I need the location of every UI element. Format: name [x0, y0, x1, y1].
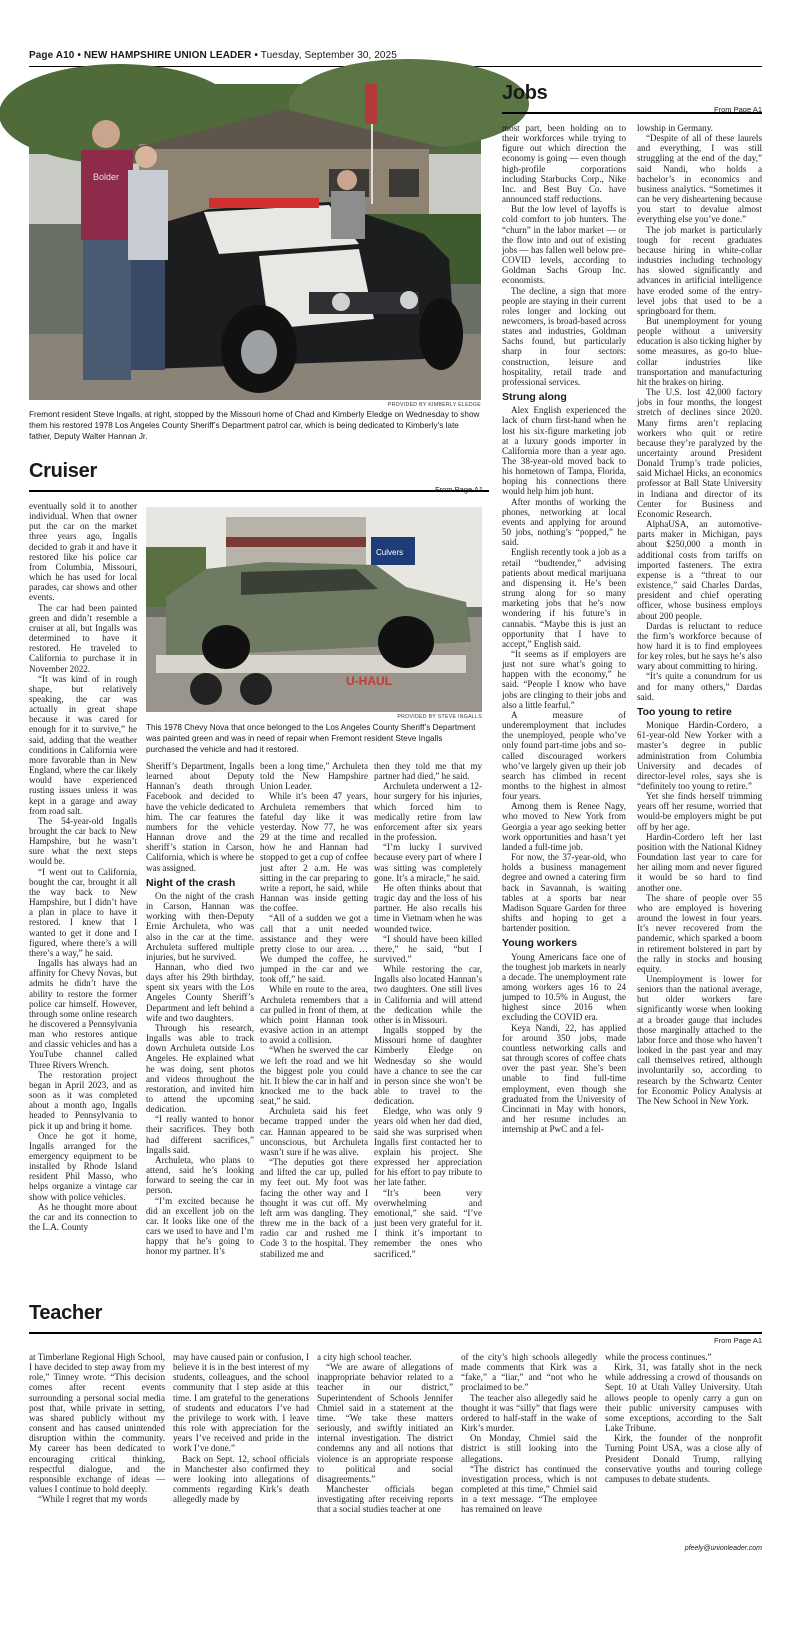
paragraph: Keya Nandi, 22, has applied for around 350 jobs, made countless networking calls and sat through scores of coffee chats over the past year. She’s been unable to find full-time employment, even though she graduated from the University of Cincinnati in May with honors, and her resume includes an internship at PwC and a fel-: [502, 1022, 626, 1135]
paragraph: The U.S. lost 42,000 factory jobs in four months, the longest stretch of declines since 2020. Many firms aren’t replacing workers who quit or retire because they’re paralyzed by the uncertainty around President Donald Trump’s trade policies, said Michael Hicks, an economics professor at Ball State University in Indiana and director of its Center for Business and Economic Research.: [637, 387, 762, 519]
paragraph: then they told me that my partner had died,” he said.: [374, 761, 482, 782]
paragraph: But the low level of layoffs is cold comfort to job hunters. The “churn” in the labor market — or the flow into and out of existing jobs — has fallen well below pre-COVID levels, according to Goldman Sachs Group Inc. economists.: [502, 204, 626, 286]
paragraph: AlphaUSA, an automotive-parts maker in Michigan, pays about $250,000 a month in additional costs from tariffs on imported fasteners. The extra expense is a “threat to our existence,” said Charles Dardas, president and chief operating officer, whose business employs about 200 people.: [637, 519, 762, 621]
paragraph: lowship in Germany.: [637, 123, 713, 133]
nova-wheel: [378, 616, 434, 668]
paragraph: Hannan, who died two days after his 29th birthday, spent six years with the Los Angeles County Sheriff’s Department and left behind a wife and two daughters.: [146, 961, 254, 1023]
paragraph: Through his research, Ingalls was able to track down Archuleta outside Los Angeles. He explained what he was doing, sent photos and videos throughout the restoration, and invited him to attend the upcoming dedication.: [146, 1022, 254, 1115]
person-blouse: [128, 170, 168, 260]
person-jeans: [131, 260, 165, 370]
cruiser-col-3: [260, 761, 368, 1259]
photo1-window: [389, 169, 419, 197]
teacher-rule: [29, 1332, 762, 1334]
paragraph: most part, been holding on to their workforces while trying to figure out which direction the economy is going — even though high-profile corporations including Starbucks Corp., Nike Inc. and Best Buy Co. have announced staff reductions.: [502, 123, 626, 205]
paragraph: “It’s quite a conundrum for us and for many others,” Dardas said.: [637, 671, 762, 702]
person-head: [92, 120, 120, 148]
paragraph: Archuleta said his feet became trapped under the car. Hannan appeared to be unconscious, but Archuleta wasn’t sure if he was alive.: [260, 1106, 368, 1157]
subheading: Young workers: [502, 937, 578, 950]
teacher-headline: Teacher: [29, 1302, 103, 1324]
cruiser-col-1: [29, 501, 137, 1233]
paragraph: Once he got it home, Ingalls arranged for the emergency equipment to be installed by Rhode Island resident Phil Masso, who helps organize a vintage car show with police vehicles.: [29, 1130, 137, 1202]
cruiser-col-4: [374, 761, 482, 1259]
paragraph: Archuleta underwent a 12-hour surgery for his injuries, which forced him to medically retire from law enforcement after six years in the profession.: [374, 781, 482, 843]
person-shirt: [81, 150, 133, 240]
trailer-wheel: [190, 673, 222, 705]
jobs-col-2: [637, 123, 763, 1106]
paragraph: may have caused pain or confusion, I believe it is in the best interest of my students, colleagues, and the school community that I step aside at this time. I am grateful to the generations of students and educators I’ve had the privilege to work with. I leave this role with appreciation for the years I’ve received and pride in the work I’ve done.”: [173, 1352, 309, 1454]
culvers-sign-text: Culvers: [376, 548, 404, 557]
person-head: [337, 170, 357, 190]
paragraph: A measure of underemployment that includes the unemployed, people who’ve only found part-time jobs and so-called discouraged workers who’ve largely given up their job search has climbed in recent months to the highest in almost four years.: [502, 709, 626, 802]
subheading: Too young to retire: [637, 705, 732, 718]
trailer-wheel: [240, 673, 272, 705]
paragraph: “It’s been very overwhelming and emotional,” she said. “I’ve just been very grateful for it. I think it’s important to remember the ones who sacrificed.”: [374, 1187, 482, 1259]
paragraph: The restoration project began in April 2023, and as soon as it was completed about a month ago, Ingalls headed to Pennsylvania to pick it up and bring it home.: [29, 1069, 137, 1131]
paragraph: Kirk, 31, was fatally shot in the neck while addressing a crowd of thousands on Sept. 10 at Utah Valley University. Utah allows people to openly carry a gun on their public university campuses with some exceptions, according to the Salt Lake Tribune.: [605, 1362, 762, 1434]
photo2-building-band: [226, 537, 366, 547]
photo1-caption: Fremont resident Steve Ingalls, at right, stopped by the Missouri home of Chad and Kimberly Eledge on Wednesday to show them his restored 1978 Los Angeles County Sheriff’s Department patrol car, which is being dedicated to Kimberly’s late father, Deputy Walter Hannan Jr.: [29, 410, 480, 441]
paragraph: The 54-year-old Ingalls brought the car back to New Hampshire, but he wasn’t sure what the next steps would be.: [29, 815, 137, 867]
paragraph: Sheriff’s Department, Ingalls learned about Deputy Hannan’s death through Facebook and decided to have the vehicle dedicated to him. The car features the numbers for the vehicle Hannan drove and the sheriff’s station in Carson, California, which is where he was assigned.: [146, 761, 254, 873]
teacher-col-2: [173, 1352, 309, 1562]
cruiser-col-2: [146, 761, 254, 1257]
paragraph: “We are aware of allegations of inappropriate behavior related to a teacher in our district,” Superintendent of Schools Jennifer Chmiel said in a statement at the time. “We take these matters seriously, and swiftly initiated an internal investigation. The district condemns any and all notions that violence is an appropriate response to political and social disagreements.”: [317, 1362, 453, 1484]
car-hubcap: [241, 330, 277, 374]
paragraph: Among them is Renee Nagy, who moved to New York from Georgia a year ago seeking better work opportunities and hasn’t yet landed a full-time job.: [502, 801, 626, 852]
paragraph: “I should have been killed there,” he said, “but I survived.”: [374, 933, 482, 964]
paragraph: As he thought more about the car and its connection to the L.A. County: [29, 1201, 137, 1233]
paragraph: “All of a sudden we got a call that a unit needed assistance and they were pretty close to our area. … We dumped the coffee, he jumped in the car and we took off,” he said.: [260, 913, 368, 985]
paragraph: eventually sold it to another individual. When that owner put the car on the market three years ago, Ingalls decided to grab it and have it restored like his police car from Columbia, Missouri, which he has used for local parades, car shows and other events.: [29, 501, 137, 603]
trailer-text: U-HAUL: [346, 674, 392, 688]
jobs-headline: Jobs: [502, 82, 548, 104]
paragraph: Hardin-Cordero left her last position with the National Kidney Foundation last year to care for her ailing mom and never figured it would be so hard to find another one.: [637, 831, 762, 893]
shirt-text: Bolder: [93, 172, 120, 182]
cruiser-headline: Cruiser: [29, 460, 97, 482]
car-wheel: [419, 298, 463, 370]
photo-patrol-car: [29, 84, 481, 400]
jobs-col-1: [502, 123, 626, 1135]
folio-paper: NEW HAMPSHIRE UNION LEADER: [83, 50, 252, 61]
paragraph: Ingalls stopped by the Missouri home of daughter Kimberly Eledge on Wednesday so she would have a chance to see the car in person since she won’t be able to travel to the dedication.: [374, 1025, 482, 1107]
paragraph: “I went out to California, bought the car, brought it all the way back to New Hampshire, but I didn’t have a plan in place to have it restored. I knew that I wanted to get it done and I figured, where there’s a will there’s a way,” he said.: [29, 866, 137, 958]
paragraph: “I really wanted to honor their sacrifices. They both had different sacrifices,” Ingalls said.: [146, 1114, 254, 1155]
paragraph: On Monday, Chmiel said the district is still looking into the allegations.: [461, 1433, 597, 1464]
lightbar: [209, 198, 319, 208]
paragraph: He often thinks about that tragic day and the loss of his partner. He also recalls his time in Vietnam when he was wounded twice.: [374, 882, 482, 934]
folio-page: Page A10: [29, 50, 75, 61]
paragraph: For now, the 37-year-old, who holds a business management degree and owned a catering firm back in Savannah, is waiting tables at a sports bar near Madison Square Garden for three shifts and hoping to get a bartender position.: [502, 852, 626, 934]
paragraph: Back on Sept. 12, school officials in Manchester also confirmed they were looking into allegations of comments regarding Kirk’s death allegedly made by: [173, 1453, 309, 1505]
person-jeans: [83, 240, 131, 380]
paragraph: Unemployment is lower for seniors than the national average, but older workers fare significantly worse when looking at a broader gauge that includes those marginally attached to the labor force and those who haven’t looked in the past year and may call themselves retired, although involuntarily so, according to research by the Schwartz Center for Economic Policy Analysis at The New School in New York.: [637, 973, 762, 1106]
paragraph: The car had been painted green and didn’t resemble a cruiser at all, but Ingalls was determined to have it restored. He traveled to California to purchase it in November 2022.: [29, 602, 137, 674]
folio-date: Tuesday, September 30, 2025: [260, 50, 397, 61]
teacher-col-4: [461, 1352, 597, 1562]
paragraph: “While I regret that my words: [38, 1494, 148, 1505]
paragraph: “It seems as if employers are just not sure what’s going to happen with the economy,” he said. “People I know who have jobs are clinging to their jobs and also a little fearful.”: [502, 648, 626, 710]
person-head: [135, 146, 157, 168]
paragraph: On the night of the crash in Carson, Hannan was working with then-Deputy Ernie Archuleta, who was also in the car at the time. Archuleta suffered multiple injuries, but he survived.: [146, 890, 254, 962]
paragraph: a city high school teacher.: [317, 1352, 412, 1362]
paragraph: While en route to the area, Archuleta remembers that a car pulled in front of them, at which point Hannan took evasive action in an attempt to avoid a collision.: [260, 984, 368, 1046]
paragraph: “Despite of all of these laurels and everything, I was still struggling at the end of the day,” said Nandi, who holds a bachelor’s in economics and business analytics. “Sometimes it can be very disheartening because you start to devalue almost everything else you’ve done.”: [637, 133, 762, 225]
paragraph: been a long time,” Archuleta told the New Hampshire Union Leader.: [260, 761, 368, 792]
paragraph: While restoring the car, Ingalls also located Hannan’s two daughters. One still lives in California and will attend the dedication while the other is in Missouri.: [374, 964, 482, 1025]
paragraph: Yet she finds herself trimming years off her resume, worried that would-be employers might be put off by her age.: [637, 791, 762, 832]
jobs-from-page: From Page A1: [714, 105, 762, 114]
teacher-col-5: [605, 1352, 762, 1552]
paragraph: while the process continues.”: [605, 1352, 712, 1362]
paragraph: at Timberlane Regional High School, I have decided to step away from my role,” Tinney wrote. “This decision comes after recent events surrounding a personal social media post that, while private in setting, was shared publicly without my consent and has caused unintended disruption within the community. My career has been dedicated to encouraging critical thinking, respectful dialogue, and the responsible exchange of ideas — values I continue to hold deeply.: [29, 1352, 165, 1495]
paragraph: The share of people over 55 who are employed is hovering around the lowest in four years. It’s never recovered from the pandemic, which sparked a boom in retirement bolstered in part by the rally in stocks and housing equity.: [637, 892, 762, 974]
paragraph: Dardas is reluctant to reduce the firm’s workforce because of how hard it is to find employees for key roles, but he says he’s also wary about committing to hiring.: [637, 620, 762, 672]
paragraph: Manchester officials began investigating after receiving reports that a social studies teacher at one: [317, 1484, 453, 1515]
cruiser-from-page: From Page A1: [435, 485, 483, 494]
paragraph: Eledge, who was only 9 years old when her dad died, said she was surprised when Ingalls first contacted her to explain his project. She expressed her appreciation for his effort to pay tribute to her late father.: [374, 1106, 482, 1188]
photo1-credit: PROVIDED BY KIMBERLY ELEDGE: [387, 402, 481, 408]
paragraph: Ingalls has always had an affinity for Chevy Novas, but admits he didn’t have the ability to restore the former police car himself. However, through some online research he discovered a Pennsylvania man who restores antique and classic vehicles and has a YouTube channel called Three Rivers Wrench.: [29, 958, 137, 1070]
paragraph: English recently took a job as a retail “budtender,” advising patients about medical marijuana and dispensing it. He’s been strung along for so many marketing jobs that he’s now wondering if his future’s in cannabis. “Maybe this is just an opportunity that I have to accept,” English said.: [502, 547, 626, 649]
subheading: Night of the crash: [146, 876, 236, 889]
paragraph: Young Americans face one of the toughest job markets in nearly a decade. The unemployment rate among workers ages 16 to 24 jumped to 10.5% in August, the highest since 2016 when excluding the COVID era.: [502, 951, 626, 1023]
headlight: [400, 291, 418, 309]
paragraph: The teacher also allegedly said he thought it was “silly” that flags were ordered to half-staff in the wake of Kirk’s murder.: [461, 1392, 597, 1434]
paragraph: “The deputies got there and lifted the car up, pulled my feet out. My foot was facing the other way and I thought it was cut off. My left arm was dangling. They threw me in the back of a radio car and rushed me Code 3 to the hospital. They stabilized me and: [260, 1157, 368, 1259]
paragraph: “When he swerved the car we left the road and we hit the biggest pole you could hit. It blew the car in half and knocked me to the back seat,” he said.: [260, 1045, 368, 1107]
paragraph: The job market is particularly tough for recent graduates because hiring in white-collar industries including technology has slowed significantly and advances in artificial intelligence have eroded some of the entry-level jobs that used to be a springboard for them.: [637, 224, 762, 316]
paragraph: After months of working the phones, networking at local events and applying for around 50 jobs, nothing’s “popped,” he said.: [502, 496, 626, 548]
flag: [365, 84, 377, 124]
author-email: pfeely@unionleader.com: [684, 1545, 762, 1552]
paragraph: While it’s been 47 years, Archuleta remembers that fateful day like it was yesterday. Now 77, he was 29 at the time and recalled how he and Hannan had stopped to get a cup of coffee just after 2 a.m. He was sitting in the car preparing to write a report, he said, while Hannan was inside getting the coffee.: [260, 791, 368, 914]
page-folio: Page A10 • NEW HAMPSHIRE UNION LEADER • Tuesday, September 30, 2025: [29, 50, 397, 61]
teacher-col-1: [29, 1352, 165, 1562]
teacher-from-page: From Page A1: [714, 1336, 762, 1345]
patrol-car-illustration: [29, 84, 481, 400]
teacher-col-3: [317, 1352, 453, 1562]
photo2-caption: This 1978 Chevy Nova that once belonged to the Los Angeles County Sheriff’s Department was painted green and was in need of repair when Fremont resident Steve Ingalls purchased the vehicle and had it restored.: [146, 723, 476, 754]
chevy-nova-illustration: [146, 507, 482, 712]
photo-chevy-nova: [146, 507, 482, 712]
nova-wheel: [202, 625, 250, 669]
paragraph: “The district has continued the investigation process, which is not completed at this time,” Chmiel said in a text message. “The employee has remained on leave: [461, 1463, 597, 1515]
paragraph: Kirk, the founder of the nonprofit Turning Point USA, was a close ally of President Donald Trump, rallying conservative youths and touring college campuses to debate students.: [605, 1433, 762, 1484]
photo2-credit: PROVIDED BY STEVE INGALLS: [397, 714, 482, 720]
paragraph: But unemployment for young people without a university education is also ticking higher by some measures, as go-to blue-collar industries like transportation and manufacturing hit the brakes on hiring.: [637, 315, 763, 387]
headlight: [332, 293, 350, 311]
paragraph: “I’m excited because he did an excellent job on the car. It looks like one of the cars we used to have and I’m happy that he’s going to honor my partner. It’s: [146, 1195, 254, 1257]
paragraph: Alex English experienced the lack of churn first-hand when he lost his six-figure marketing job at a luxury goods importer in California more than a year ago. The 38-year-old moved back to his hometown of Tampa, Florida, hoping his connections there would help him job hunt.: [502, 405, 626, 497]
paragraph: The decline, a sign that more people are staying in their current roles longer and locking out newcomers, is broad-based across states and industries, Goldman Sachs found, but particularly sharp in four sectors: construction, leisure and hospitality, retail trade and professional services.: [502, 285, 626, 387]
paragraph: “I’m lucky I survived because every part of where I was sitting was completely gone. It’s a miracle,” he said.: [374, 842, 482, 883]
paragraph: “It was kind of in rough shape, but relatively speaking, the car was actually in great shape because it was cared for enough for it to survive,” he said, adding that the weather conditions in California were more favorable than in New England, where the car likely would have experienced rusting issues unless it was kept in a garage and away from road salt.: [29, 673, 137, 816]
paragraph: of the city’s high schools allegedly made comments that Kirk was a “fake,” a “liar,” and “not who he proclaimed to be.”: [461, 1352, 597, 1393]
paragraph: Archuleta, who plans to attend, said he’s looking forward to seeing the car in person.: [146, 1154, 254, 1196]
subheading: Strung along: [502, 391, 567, 404]
paragraph: Monique Hardin-Cordero, a 61-year-old New Yorker with a master’s degree in public administration from Columbia University and decades of director-level roles, says she is “definitely too young to retire.”: [637, 720, 762, 791]
person-shirt: [331, 191, 365, 239]
